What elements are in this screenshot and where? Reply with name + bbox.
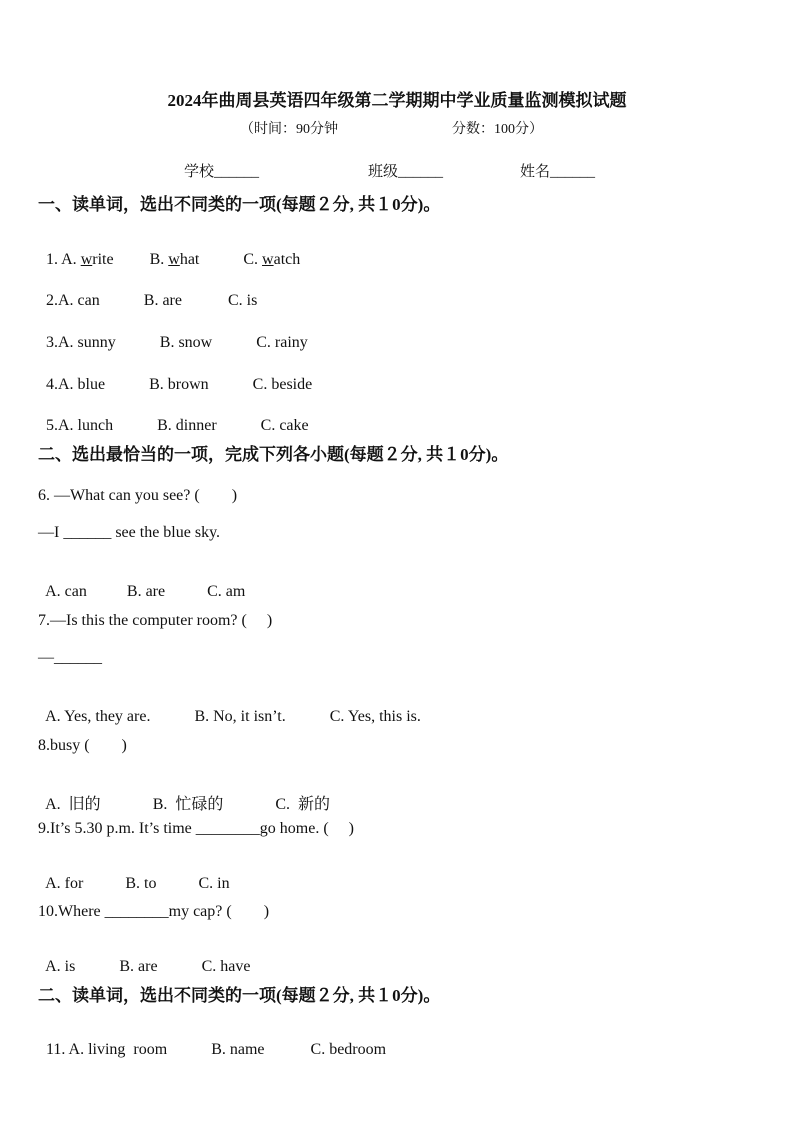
q9-option-a: A. for [45, 875, 84, 892]
q10-option-b: B. are [119, 958, 158, 975]
question-9-options [38, 857, 230, 893]
q7-option-b: B. No, it isn’t. [194, 708, 286, 725]
question-8-stem: 8.busy ( ) [38, 737, 127, 754]
section-2-heading: 二、选出最恰当的一项，完成下列各小题(每题２分, 共１0分)。 [38, 445, 509, 464]
q4-option-c: C. beside [252, 376, 313, 393]
q8-option-b: B. 忙碌的 [152, 796, 224, 813]
question-8-options [38, 773, 330, 814]
q1-option-b: B. what [149, 251, 200, 268]
class-field: 班级______ [368, 164, 444, 180]
q11-option-c: C. bedroom [310, 1041, 387, 1058]
question-6-options [38, 565, 245, 601]
q7-option-a: A. Yes, they are. [45, 708, 151, 725]
question-7-reply: —______ [38, 649, 102, 666]
q6-option-a: A. can [45, 583, 87, 600]
q10-option-a: A. is [45, 958, 76, 975]
question-10-options [38, 940, 250, 976]
q2-option-c: C. is [227, 292, 258, 309]
exam-time: （时间：90分钟 [240, 122, 338, 137]
q11-option-a: 11. A. living room [46, 1041, 168, 1058]
q6-option-b: B. are [126, 583, 166, 600]
q4-option-b: B. brown [149, 376, 209, 393]
q7-option-c: C. Yes, this is. [329, 708, 421, 725]
question-2 [38, 274, 257, 310]
question-1 [38, 233, 300, 269]
q1-option-a: A. write [61, 251, 114, 268]
q2-option-b: B. are [143, 292, 182, 309]
question-4 [38, 358, 312, 394]
question-10-stem: 10.Where ________my cap? ( ) [38, 903, 270, 920]
q2-option-a: 2.A. can [46, 292, 100, 309]
q5-option-a: 5.A. lunch [46, 417, 114, 434]
section-3-heading: 二、读单词，选出不同类的一项(每题２分, 共１0分)。 [38, 986, 441, 1005]
question-7-stem: 7.—Is this the computer room? ( ) [38, 612, 273, 629]
q5-option-b: B. dinner [157, 417, 217, 434]
page-title: 2024年曲周县英语四年级第二学期期中学业质量监测模拟试题 [167, 91, 627, 110]
q4-option-a: 4.A. blue [46, 376, 106, 393]
q8-option-a: A. 旧的 [45, 796, 101, 813]
section-1-heading: 一、读单词，选出不同类的一项(每题２分, 共１0分)。 [38, 195, 441, 214]
q8-option-c: C. 新的 [275, 796, 331, 813]
q5-option-c: C. cake [260, 417, 309, 434]
q9-option-b: B. to [125, 875, 157, 892]
q3-option-b: B. snow [159, 334, 213, 351]
q1-option-c: C. watch [243, 251, 301, 268]
question-11 [38, 1023, 386, 1059]
q10-option-c: C. have [201, 958, 251, 975]
exam-score: 分数：100分） [452, 122, 543, 137]
q3-option-c: C. rainy [256, 334, 308, 351]
question-1-number: 1. [46, 251, 62, 268]
question-9-stem: 9.It’s 5.30 p.m. It’s time ________go home. ( ) [38, 820, 354, 837]
question-5 [38, 399, 309, 435]
question-3 [38, 316, 308, 352]
question-6-stem: 6. —What can you see? ( ) [38, 487, 238, 504]
question-6-reply: —I ______ see the blue sky. [38, 524, 221, 541]
q9-option-c: C. in [198, 875, 230, 892]
question-7-options [38, 690, 421, 726]
q11-option-b: B. name [211, 1041, 265, 1058]
q3-option-a: 3.A. sunny [46, 334, 116, 351]
name-field: 姓名______ [520, 164, 596, 180]
q6-option-c: C. am [207, 583, 246, 600]
school-field: 学校______ [184, 164, 260, 180]
